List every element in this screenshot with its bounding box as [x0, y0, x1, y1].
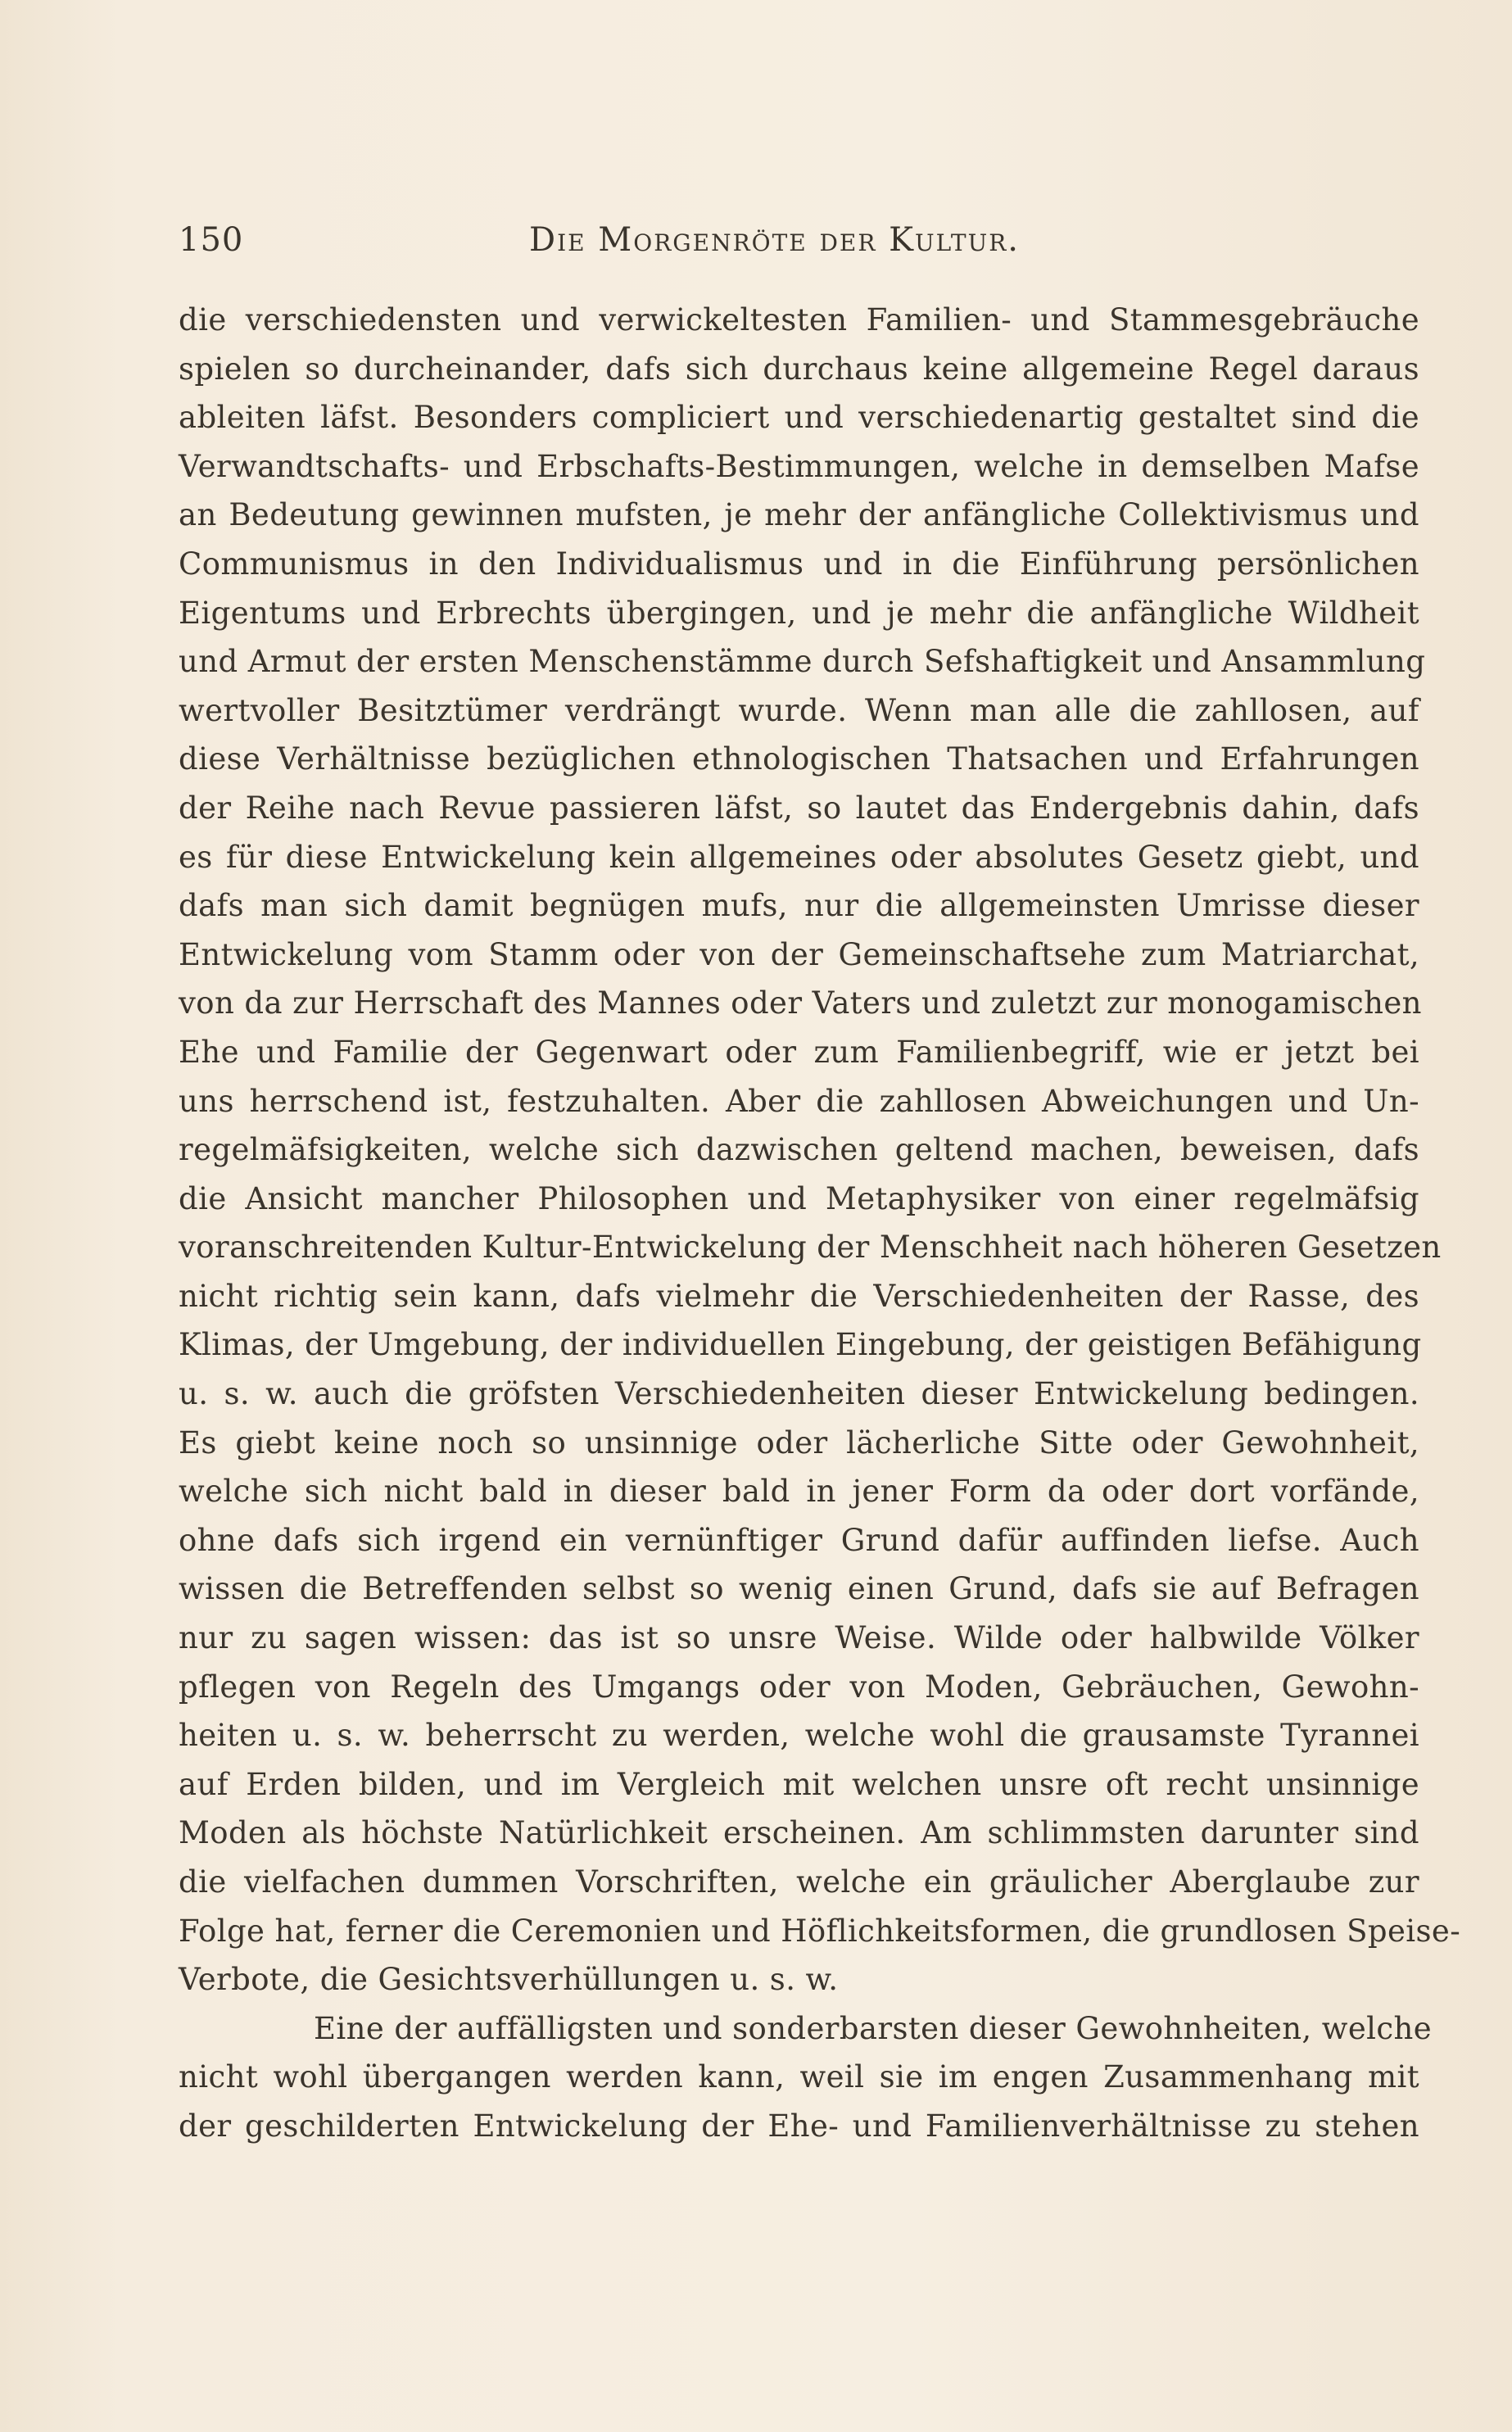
text-line: es für diese Entwickelung kein allgemeines oder absolutes Gesetz giebt, und — [179, 839, 1419, 875]
text-line: ohne dafs sich irgend ein vernünftiger Grund dafür auffinden liefse. Auch — [179, 1522, 1419, 1558]
text-line: nur zu sagen wissen: das ist so unsre Weise. Wilde oder halbwilde Völker — [179, 1620, 1419, 1656]
text-line: welche sich nicht bald in dieser bald in jener Form da oder dort vorfände, — [179, 1474, 1419, 1510]
text-line: uns herrschend ist, festzuhalten. Aber die zahllosen Abweichungen und Un- — [179, 1083, 1419, 1119]
text-line: Es giebt keine noch so unsinnige oder lächerliche Sitte oder Gewohnheit, — [179, 1424, 1419, 1461]
text-line: die verschiedensten und verwickeltesten Familien- und Stammesgebräuche — [179, 302, 1419, 337]
paragraph-end-line: Verbote, die Gesichtsverhüllungen u. s. w. — [179, 1962, 839, 1998]
text-line: Eigentums und Erbrechts übergingen, und je mehr die anfängliche Wildheit — [179, 595, 1419, 631]
text-line: ableiten läfst. Besonders compliciert und verschiedenartig gestaltet sind die — [179, 400, 1419, 436]
text-line: der Reihe nach Revue passieren läfst, so lautet das Endergebnis dahin, dafs — [179, 790, 1419, 826]
text-line: die vielfachen dummen Vorschriften, welche ein gräulicher Aberglaube zur — [179, 1864, 1419, 1900]
text-line: Communismus in den Individualismus und in die Einführung persönlichen — [179, 546, 1419, 582]
text-line: nicht richtig sein kann, dafs vielmehr die Verschiedenheiten der Rasse, des — [179, 1278, 1419, 1314]
text-line: regelmäfsigkeiten, welche sich dazwischen geltend machen, beweisen, dafs — [179, 1132, 1419, 1168]
text-line: Folge hat, ferner die Ceremonien und Höflichkeitsformen, die grundlosen Speise- — [179, 1913, 1461, 1949]
text-line: Moden als höchste Natürlichkeit erscheinen. Am schlimmsten darunter sind — [179, 1815, 1419, 1851]
text-line: Verwandtschafts- und Erbschafts-Bestimmungen, welche in demselben Mafse — [179, 448, 1419, 484]
running-title: Die Morgenröte der Kultur. — [529, 221, 1020, 259]
text-line: die Ansicht mancher Philosophen und Metaphysiker von einer regelmäfsig — [179, 1180, 1419, 1216]
text-line: wissen die Betreffenden selbst so wenig einen Grund, dafs sie auf Befragen — [179, 1571, 1419, 1607]
text-line: pflegen von Regeln des Umgangs oder von Moden, Gebräuchen, Gewohn- — [179, 1669, 1419, 1705]
text-line: u. s. w. auch die gröfsten Verschiedenheiten dieser Entwickelung bedingen. — [179, 1376, 1419, 1412]
text-line: dafs man sich damit begnügen mufs, nur die allgemeinsten Umrisse dieser — [179, 888, 1419, 924]
text-line: wertvoller Besitztümer verdrängt wurde. Wenn man alle die zahllosen, auf — [179, 692, 1419, 728]
text-line: voranschreitenden Kultur-Entwickelung der Menschheit nach höheren Gesetzen — [179, 1230, 1442, 1266]
text-line: diese Verhältnisse bezüglichen ethnologischen Thatsachen und Erfahrungen — [179, 741, 1419, 777]
text-line: der geschilderten Entwickelung der Ehe- und Familienverhältnisse zu stehen — [179, 2108, 1419, 2144]
text-line: Klimas, der Umgebung, der individuellen Eingebung, der geistigen Befähigung — [179, 1327, 1422, 1363]
text-line: an Bedeutung gewinnen mufsten, je mehr der anfängliche Collektivismus und — [179, 497, 1419, 533]
page-number: 150 — [179, 221, 244, 259]
text-line: Ehe und Familie der Gegenwart oder zum Familienbegriff, wie er jetzt bei — [179, 1034, 1419, 1070]
text-line: Entwickelung vom Stamm oder von der Gemeinschaftsehe zum Matriarchat, — [179, 936, 1419, 972]
body-text — [179, 296, 1461, 2151]
text-line: und Armut der ersten Menschenstämme durch Sefshaftigkeit und Ansammlung — [179, 644, 1426, 680]
text-line: nicht wohl übergangen werden kann, weil sie im engen Zusammenhang mit — [179, 2059, 1419, 2095]
text-line: spielen so durcheinander, dafs sich durchaus keine allgemeine Regel daraus — [179, 351, 1419, 387]
text-line: auf Erden bilden, und im Vergleich mit welchen unsre oft recht unsinnige — [179, 1766, 1419, 1802]
page-header — [179, 220, 1432, 260]
text-line: heiten u. s. w. beherrscht zu werden, welche wohl die grausamste Tyrannei — [179, 1718, 1419, 1754]
text-line: von da zur Herrschaft des Mannes oder Vaters und zuletzt zur monogamischen — [179, 985, 1422, 1021]
paragraph-start-line: Eine der auffälligsten und sonderbarsten dieser Gewohnheiten, welche — [314, 2010, 1432, 2046]
